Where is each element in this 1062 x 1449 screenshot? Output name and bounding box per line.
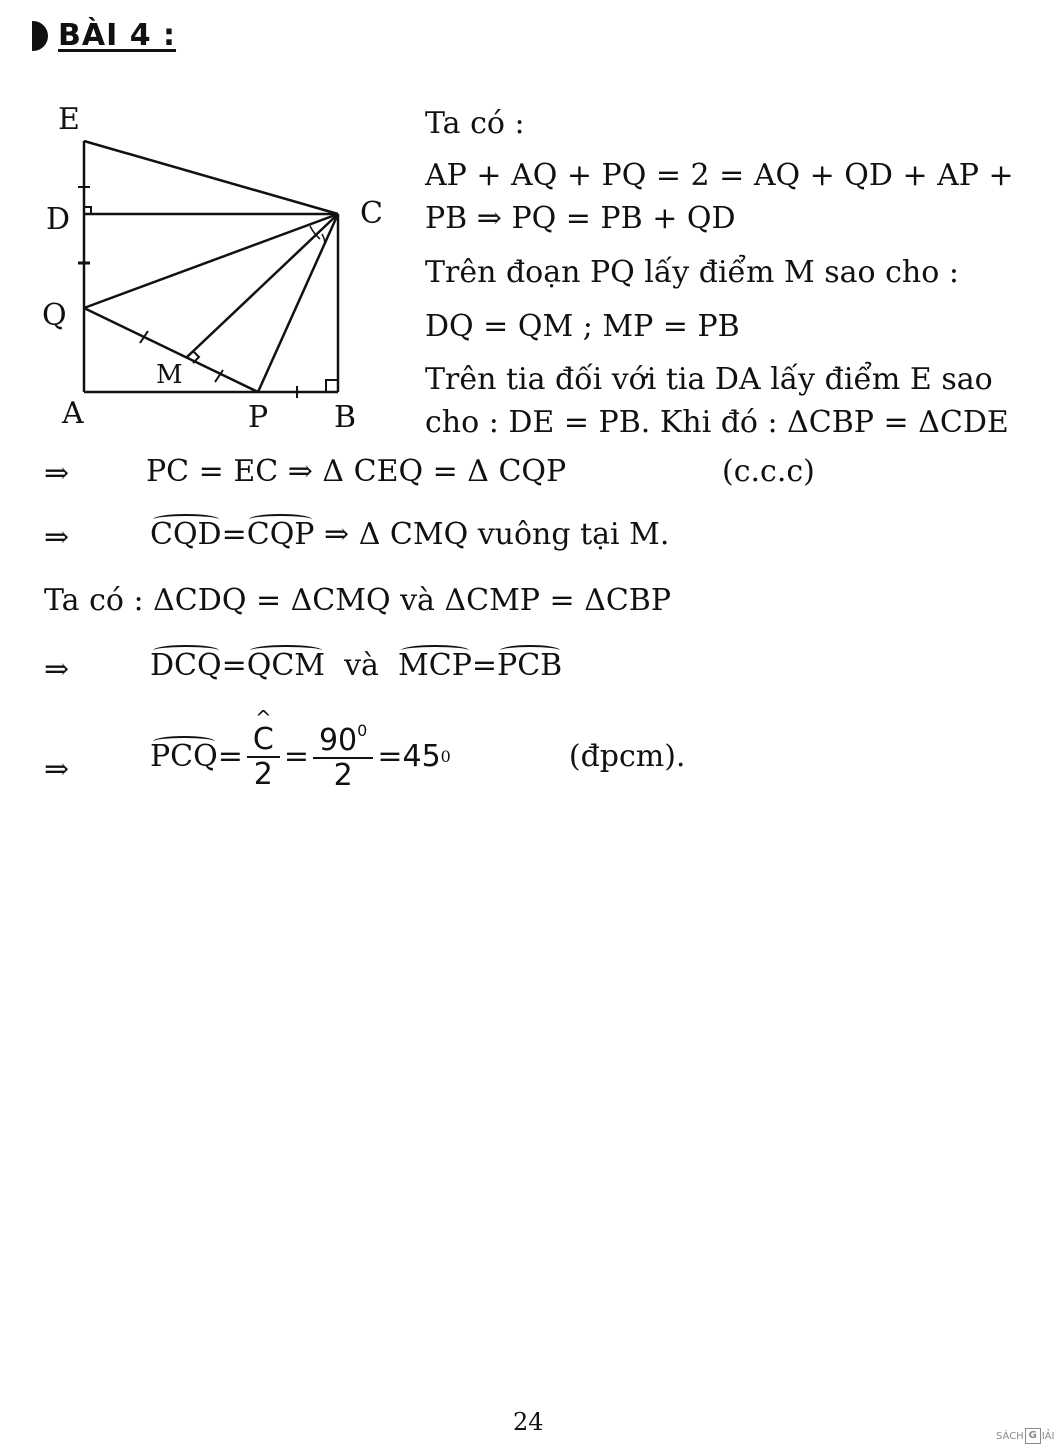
equals-sign: = [377, 739, 403, 774]
segment-EC [84, 141, 338, 214]
numerator-90: 90 [318, 723, 358, 758]
angle-CQD: CQD [150, 517, 222, 552]
implies-arrow-2: ⇒ [44, 520, 70, 555]
text-line-de-pb: cho : DE = PB. Khi đó : ΔCBP = ΔCDE [425, 405, 1009, 440]
watermark-g-icon: G [1025, 1428, 1041, 1444]
page-number: 24 [513, 1408, 544, 1436]
denominator-1: 2 [253, 757, 273, 792]
geometry-diagram [0, 95, 420, 440]
equals-sign: = [471, 648, 498, 683]
implies-arrow-1: ⇒ [44, 456, 70, 491]
watermark-right: IẢI [1041, 1430, 1055, 1442]
label-E: E [58, 102, 80, 137]
step-angle-equality [150, 517, 669, 553]
angle-PCB: PCB [497, 648, 563, 683]
fraction-c-over-2 [247, 723, 280, 791]
denominator-2: 2 [333, 758, 353, 793]
text-line-congruences: Ta có : ΔCDQ = ΔCMQ và ΔCMP = ΔCBP [44, 583, 672, 618]
watermark-left: SÁCH [996, 1430, 1024, 1442]
step-pc-ec: PC = EC ⇒ Δ CEQ = Δ CQP [146, 454, 567, 489]
angle-CQP: CQP [246, 517, 315, 552]
label-M: M [156, 360, 183, 390]
segment-PC [258, 214, 338, 392]
equals-sign: = [221, 517, 247, 552]
step-final-angle [150, 722, 685, 792]
step-cmq-right: ⇒ Δ CMQ vuông tại M. [324, 517, 670, 552]
degree-sup-90: 0 [357, 721, 368, 740]
label-Q: Q [42, 298, 67, 333]
watermark-logo [996, 1428, 1054, 1444]
label-B: B [334, 400, 357, 435]
angle-C-hat: ^ C [253, 723, 274, 756]
heading-title: BÀI 4 : [58, 18, 177, 53]
heading-bullet-icon [32, 21, 48, 51]
equals-sign: = [217, 739, 243, 774]
text-line-sum: AP + AQ + PQ = 2 = AQ + QD + AP + [425, 158, 1014, 193]
text-line-dq-qm: DQ = QM ; MP = PB [425, 309, 740, 344]
implies-arrow-4: ⇒ [44, 752, 70, 787]
text-line-tren-doan: Trên đoạn PQ lấy điểm M sao cho : [425, 255, 959, 290]
label-P: P [248, 400, 269, 435]
angle-PCQ: PCQ [150, 739, 218, 774]
label-A: A [62, 396, 84, 431]
text-line-pq: PB ⇒ PQ = PB + QD [425, 201, 736, 236]
angle-QCM: QCM [246, 648, 326, 683]
degree-sup-45: 0 [440, 747, 451, 767]
equals-sign: = [283, 739, 309, 774]
angle-MCP: MCP [398, 648, 472, 683]
label-C: C [360, 196, 383, 231]
angle-arc-C2 [322, 234, 325, 245]
step-ccc-note: (c.c.c) [722, 454, 815, 489]
dpcm-note: (đpcm). [568, 739, 686, 774]
right-angle-B [326, 380, 338, 392]
implies-arrow-3: ⇒ [44, 652, 70, 687]
text-line-ta-co: Ta có : [425, 106, 525, 141]
word-va: và [344, 648, 379, 683]
label-D: D [46, 202, 71, 237]
result-45: 45 [402, 739, 441, 774]
section-heading [32, 18, 176, 53]
angle-DCQ: DCQ [150, 648, 222, 683]
segment-QC [84, 214, 338, 308]
text-line-tren-tia: Trên tia đối với tia DA lấy điểm E sao [425, 362, 993, 397]
step-angle-pairs [150, 648, 562, 684]
right-angle-M [193, 351, 199, 363]
fraction-90-over-2 [313, 722, 373, 792]
equals-sign: = [221, 648, 247, 683]
